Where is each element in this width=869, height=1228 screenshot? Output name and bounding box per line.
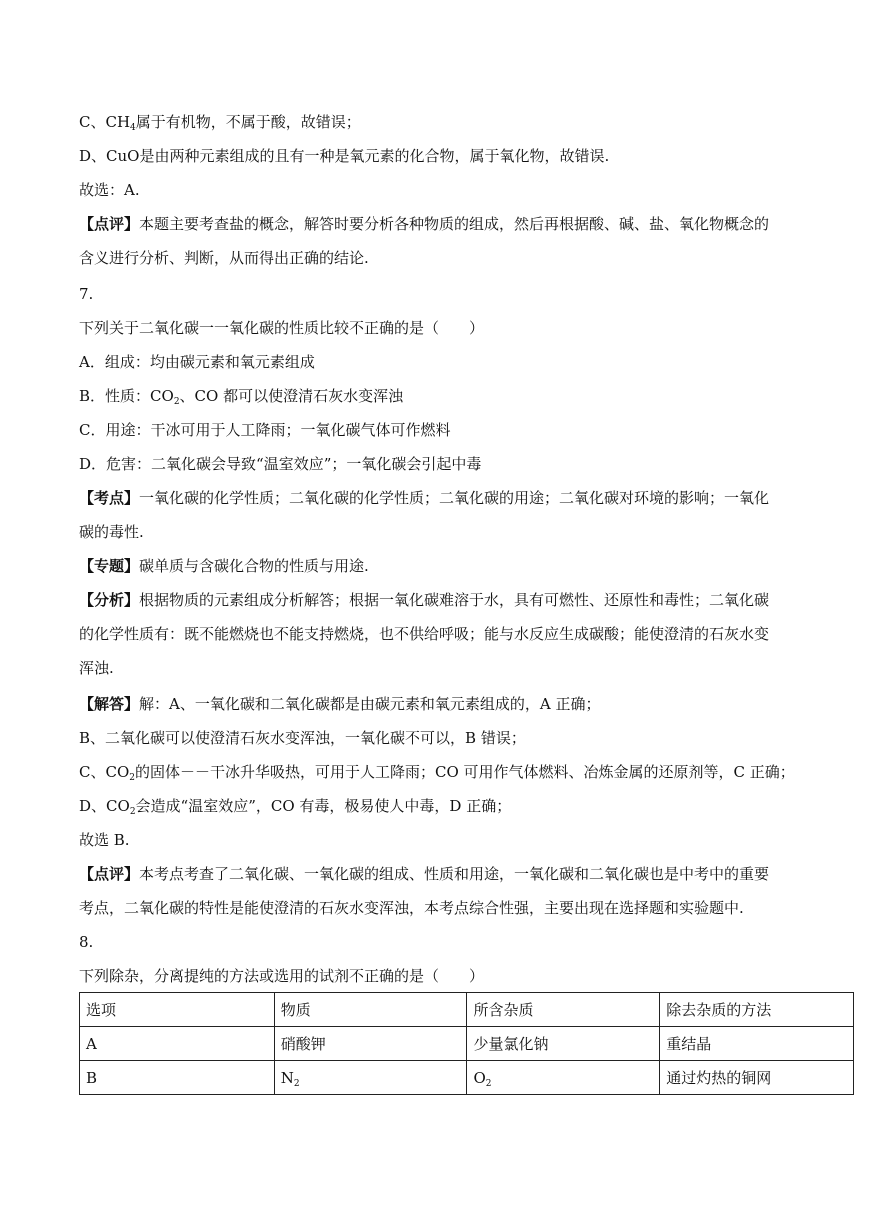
q7-review-line-2: 考点，二氧化碳的特性是能使澄清的石灰水变浑浊，本考点综合性强，主要出现在选择题和实验题中. [79,899,744,917]
q7-stem: 下列关于二氧化碳一一氧化碳的性质比较不正确的是（ ） [79,319,485,337]
q8-stem: 下列除杂，分离提纯的方法或选用的试剂不正确的是（ ） [79,967,485,985]
q7-option-d: D．危害：二氧化碳会导致“温室效应”；一氧化碳会引起中毒 [79,455,482,473]
table-cell-option: A [80,1027,275,1061]
table-header-row [80,993,854,1027]
table-header-cell: 所含杂质 [467,993,660,1027]
table-header-cell: 选项 [80,993,275,1027]
q6-option-d-analysis: D、CuO是由两种元素组成的且有一种是氧元素的化合物，属于氧化物，故错误. [79,147,610,165]
q7-option-b: B．性质：$CO_2$、CO 都可以使澄清石灰水变浑浊 [79,387,404,407]
q7-point-line-1: 【考点】一氧化碳的化学性质；二氧化碳的化学性质；二氧化碳的用途；二氧化碳对环境的影响；一氧化 [79,489,770,507]
q7-review-line-1: 【点评】本考点考查了二氧化碳、一氧化碳的组成、性质和用途，一氧化碳和二氧化碳也是中考中的重要 [79,865,770,883]
q6-review-line-1: 【点评】本题主要考查盐的概念，解答时要分析各种物质的组成，然后再根据酸、碱、盐、氧化物概念的 [79,215,770,233]
table-cell-method: 通过灼热的铜网 [660,1061,854,1095]
table-row [80,1027,854,1061]
table-header-cell: 除去杂质的方法 [660,993,854,1027]
q7-point-line-2: 碳的毒性. [79,523,144,541]
table-header-cell: 物质 [274,993,467,1027]
table-cell-substance: 硝酸钾 [274,1027,467,1061]
q7-solution-line-2: B、二氧化碳可以使澄清石灰水变浑浊，一氧化碳不可以，B 错误； [79,729,526,747]
q7-option-c: C．用途：干冰可用于人工降雨；一氧化碳气体可作燃料 [79,421,451,439]
q7-solution-line-1: 【解答】解：A、一氧化碳和二氧化碳都是由碳元素和氧元素组成的，A 正确； [79,695,601,713]
q7-analysis-line-1: 【分析】根据物质的元素组成分析解答；根据一氧化碳难溶于水，具有可燃性、还原性和毒性；二氧化碳 [79,591,770,609]
q6-option-c-analysis: C、$CH_4$属于有机物，不属于酸，故错误； [79,113,361,133]
table-cell-impurity: 少量氯化钠 [467,1027,660,1061]
table-row [80,1061,854,1095]
table-cell-method: 重结晶 [660,1027,854,1061]
q7-analysis-line-2: 的化学性质有：既不能燃烧也不能支持燃烧，也不供给呼吸；能与水反应生成碳酸；能使澄清的石灰水变 [79,625,770,643]
q6-answer: 故选：A. [79,181,140,199]
q7-number: 7. [79,285,94,303]
q7-topic: 【专题】碳单质与含碳化合物的性质与用途. [79,557,369,575]
table-cell-substance: $N_2$ [274,1061,467,1095]
q7-solution-line-4: D、$CO_2$会造成“温室效应”，CO 有毒，极易使人中毒，D 正确； [79,797,512,817]
q6-review-line-2: 含义进行分析、判断，从而得出正确的结论. [79,249,369,267]
q7-answer: 故选 B. [79,831,130,849]
q7-analysis-line-3: 浑浊. [79,659,114,677]
q8-options-table [79,992,854,1095]
q7-option-a: A．组成：均由碳元素和氧元素组成 [79,353,315,371]
table-cell-option: B [80,1061,275,1095]
table-cell-impurity: $O_2$ [467,1061,660,1095]
q8-number: 8. [79,933,94,951]
q7-solution-line-3: C、$CO_2$的固体－－干冰升华吸热，可用于人工降雨；CO 可用作气体燃料、冶炼金属的还原剂等，C 正确； [79,763,795,783]
